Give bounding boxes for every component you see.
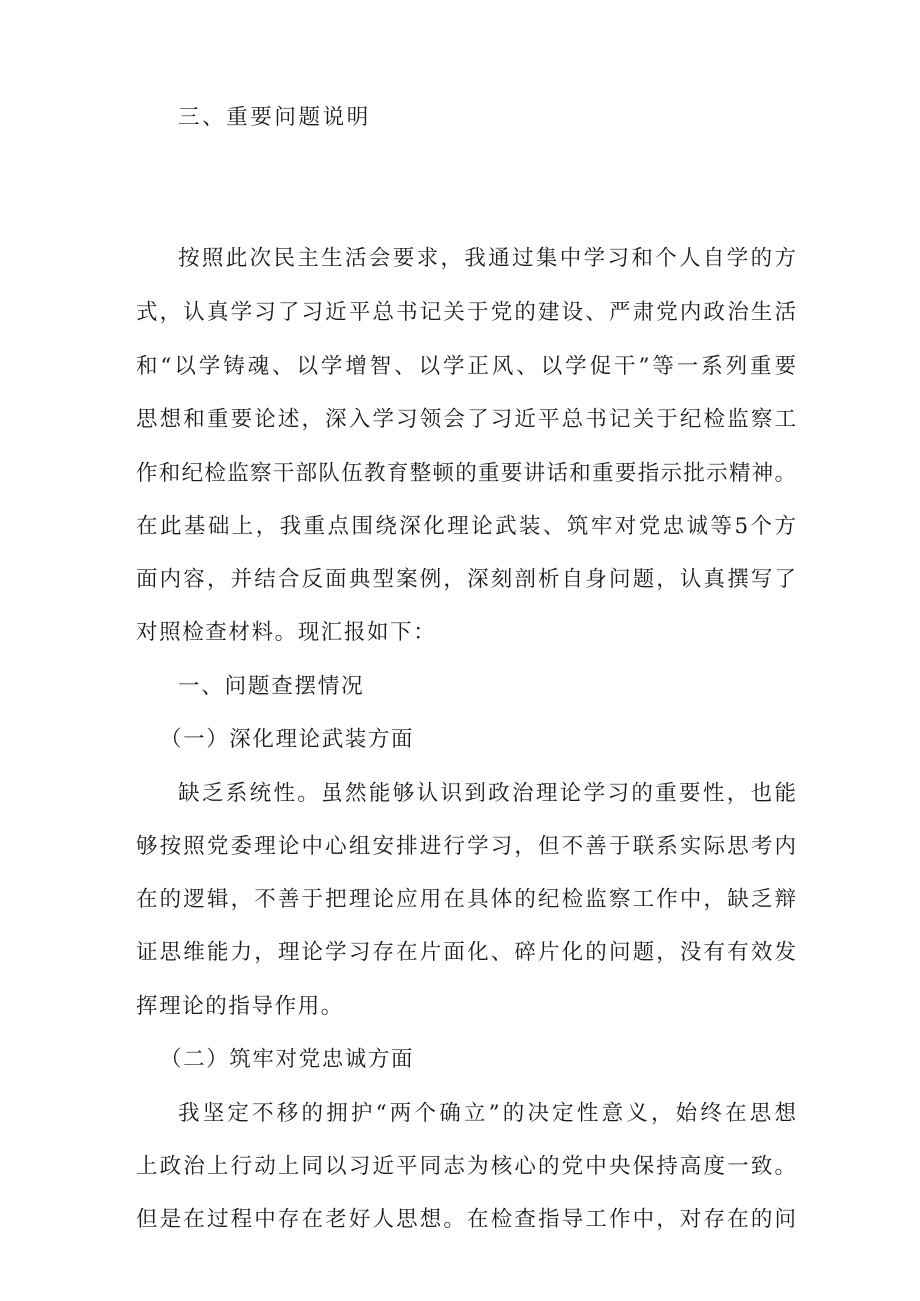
paragraph-line: 作和纪检监察干部队伍教育整顿的重要讲话和重要指示批示精神。 [136, 461, 796, 486]
paragraph-line: 按照此次民主生活会要求，我通过集中学习和个人自学的方 [178, 246, 796, 271]
paragraph-line: 式，认真学习了习近平总书记关于党的建设、严肃党内政治生活 [136, 300, 796, 325]
paragraph-line: 我坚定不移的拥护“两个确立”的决定性意义，始终在思想 [178, 1101, 796, 1126]
paragraph-line: 证思维能力，理论学习存在片面化、碎片化的问题，没有有效发 [136, 940, 796, 965]
paragraph-line: 和“以学铸魂、以学增智、以学正风、以学促干”等一系列重要 [136, 354, 796, 379]
paragraph-line: 在此基础上，我重点围绕深化理论武装、筑牢对党忠诚等5个方 [136, 514, 796, 539]
subsection-title-1: （一）深化理论武装方面 [160, 727, 415, 752]
paragraph-line: 思想和重要论述，深入学习领会了习近平总书记关于纪检监察工 [136, 407, 796, 432]
section-heading-3: 三、重要问题说明 [178, 105, 371, 130]
section-heading-1: 一、问题查摆情况 [178, 674, 365, 699]
paragraph-line: 对照检查材料。现汇报如下： [136, 620, 437, 645]
subsection-title-2: （二）筑牢对党忠诚方面 [160, 1047, 415, 1072]
paragraph-line: 但是在过程中存在老好人思想。在检查指导工作中，对存在的问 [136, 1207, 796, 1232]
paragraph-line: 缺乏系统性。虽然能够认识到政治理论学习的重要性，也能 [178, 781, 796, 806]
paragraph-line: 够按照党委理论中心组安排进行学习，但不善于联系实际思考内 [136, 834, 796, 859]
paragraph-line: 在的逻辑，不善于把理论应用在具体的纪检监察工作中，缺乏辩 [136, 887, 796, 912]
paragraph-line: 面内容，并结合反面典型案例，深刻剖析自身问题，认真撰写了 [136, 567, 796, 592]
paragraph-line: 上政治上行动上同以习近平同志为核心的党中央保持高度一致。 [136, 1154, 796, 1179]
paragraph-line: 挥理论的指导作用。 [136, 994, 344, 1019]
